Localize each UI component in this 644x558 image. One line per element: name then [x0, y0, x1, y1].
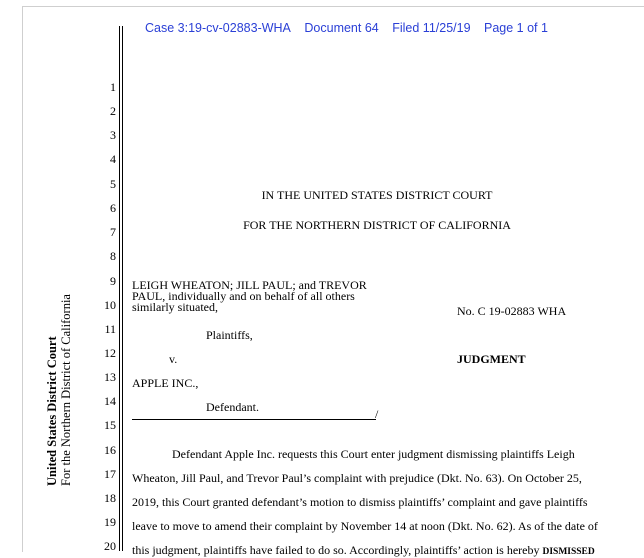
versus: v. [169, 352, 178, 366]
body-line-18: 2019, this Court granted defendant’s motion to dismiss plaintiffs’ complaint and gave plaintiffs [132, 495, 588, 509]
margin-rule-left [119, 26, 120, 551]
line-number: 2 [110, 104, 116, 118]
court-title-line-2: FOR THE NORTHERN DISTRICT OF CALIFORNIA [243, 218, 511, 232]
caption-slash: / [375, 407, 379, 421]
plaintiffs-line: LEIGH WHEATON; JILL PAUL; and TREVOR [132, 278, 367, 292]
caption-underline [132, 419, 376, 420]
line-number: 16 [104, 443, 116, 457]
plaintiffs-line: similarly situated, [132, 300, 218, 314]
line-number: 8 [110, 249, 116, 263]
side-court-label [45, 294, 73, 486]
court-title-line-1: IN THE UNITED STATES DISTRICT COURT [261, 188, 493, 202]
line-number: 7 [110, 225, 116, 239]
dismissed-word: DISMISSED [542, 547, 595, 557]
line-number: 4 [110, 152, 116, 166]
line-number: 14 [104, 394, 116, 408]
body-line-20-text: this judgment, plaintiffs have failed to do so. Accordingly, plaintiffs’ action is hereby [132, 543, 540, 557]
district-name: For the Northern District of California [59, 294, 73, 486]
line-number: 5 [110, 177, 116, 191]
plaintiffs-line: PAUL, individually and on behalf of all others [132, 289, 355, 303]
line-number: 12 [104, 346, 116, 360]
case-no-caption: No. C 19-02883 WHA [457, 304, 567, 318]
line-number: 11 [104, 322, 116, 336]
page-count: Page 1 of 1 [484, 21, 548, 35]
filed-date: Filed 11/25/19 [392, 21, 471, 35]
line-number: 10 [104, 298, 116, 312]
body-line-17: Wheaton, Jill Paul, and Trevor Paul’s complaint with prejudice (Dkt. No. 63). On October 25, [132, 471, 582, 485]
line-number: 18 [104, 491, 116, 505]
line-number: 20 [104, 539, 116, 553]
court-name: United States District Court [45, 336, 59, 486]
line-number: 15 [104, 418, 116, 432]
document-title: JUDGMENT [457, 352, 526, 366]
body-line-16: Defendant Apple Inc. requests this Court enter judgment dismissing plaintiffs Leigh [172, 447, 575, 461]
case-number: Case 3:19-cv-02883-WHA [145, 21, 291, 35]
line-number: 9 [110, 274, 116, 288]
line-number: 1 [110, 80, 116, 94]
defendant-role: Defendant. [206, 400, 259, 414]
plaintiffs-role: Plaintiffs, [206, 328, 253, 342]
ecf-header [145, 21, 558, 35]
margin-rule-right [122, 26, 123, 551]
line-number: 13 [104, 370, 116, 384]
document-number: Document 64 [304, 21, 379, 35]
defendant-name: APPLE INC., [132, 376, 199, 390]
body-line-19: leave to move to amend their complaint by November 14 at noon (Dkt. No. 62). As of the date of [132, 519, 598, 533]
line-number: 17 [104, 467, 116, 481]
plaintiffs-block [132, 280, 367, 313]
line-number: 19 [104, 515, 116, 529]
line-number: 6 [110, 201, 116, 215]
line-number: 3 [110, 128, 116, 142]
